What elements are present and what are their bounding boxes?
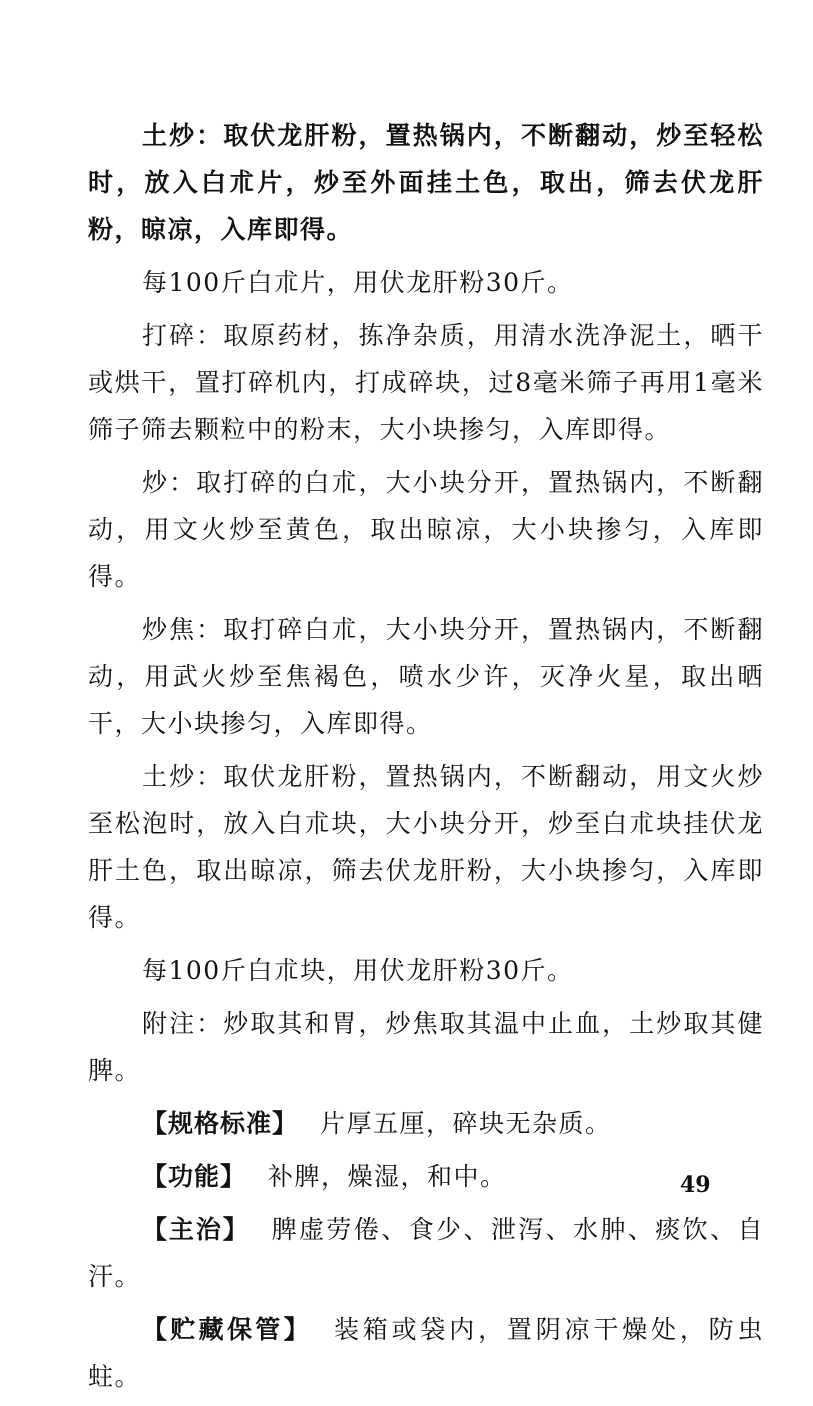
spec-indication [88,1206,764,1300]
page-body [88,112,764,1406]
paragraph-text: 取原药材，拣净杂质，用清水洗净泥土，晒干或烘干，置打碎机内，打成碎块，过8毫米筛子再用1毫米筛子筛去颗粒中的粉末，大小块掺匀，入库即得。 [88,321,764,444]
paragraph-fry-charred [88,606,764,747]
spec-function [88,1153,764,1200]
spec-text: 脾虚劳倦、食少、泄泻、水肿、痰饮、自汗。 [88,1215,764,1291]
paragraph-fry [88,459,764,600]
paragraph-text: 每100斤白朮片，用伏龙肝粉30斤。 [142,268,574,297]
paragraph-label: 附注： [142,1009,224,1038]
paragraph-earth-fry-slices [88,112,764,253]
paragraph-ratio-slices [88,259,764,306]
spec-storage [88,1306,764,1400]
page-number: 49 [680,1172,711,1198]
spec-heading: 【贮藏保管】 [142,1315,312,1344]
spec-heading: 【主治】 [142,1215,250,1244]
spec-text: 补脾，燥湿，和中。 [268,1162,507,1191]
paragraph-text: 取伏龙肝粉，置热锅内，不断翻动，炒至轻松时，放入白朮片，炒至外面挂土色，取出，筛去伏龙肝粉，晾凉，入库即得。 [88,121,764,244]
paragraph-ratio-pieces [88,947,764,994]
paragraph-crush [88,312,764,453]
paragraph-earth-fry-pieces [88,753,764,941]
spec-standard [88,1100,764,1147]
paragraph-text: 炒取其和胃，炒焦取其温中止血，土炒取其健脾。 [88,1009,764,1085]
paragraph-label: 打碎： [142,321,224,350]
paragraph-text: 取打碎白朮，大小块分开，置热锅内，不断翻动，用武火炒至焦褐色，喷水少许，灭净火星，取出晒干，大小块掺匀，入库即得。 [88,615,764,738]
paragraph-label: 炒： [142,468,197,497]
paragraph-note [88,1000,764,1094]
paragraph-label: 土炒： [142,121,224,150]
paragraph-text: 取打碎的白朮，大小块分开，置热锅内，不断翻动，用文火炒至黄色，取出晾凉，大小块掺匀，入库即得。 [88,468,764,591]
spec-heading: 【规格标准】 [142,1109,299,1138]
paragraph-text: 取伏龙肝粉，置热锅内，不断翻动，用文火炒至松泡时，放入白朮块，大小块分开，炒至白朮块挂伏龙肝土色，取出晾凉，筛去伏龙肝粉，大小块掺匀，入库即得。 [88,762,764,932]
spec-text: 片厚五厘，碎块无杂质。 [320,1109,612,1138]
paragraph-text: 每100斤白朮块，用伏龙肝粉30斤。 [142,956,574,985]
spec-text: 装箱或袋内，置阴凉干燥处，防虫蛀。 [88,1315,764,1391]
spec-heading: 【功能】 [142,1162,247,1191]
paragraph-label: 炒焦： [142,615,224,644]
paragraph-label: 土炒： [142,762,224,791]
